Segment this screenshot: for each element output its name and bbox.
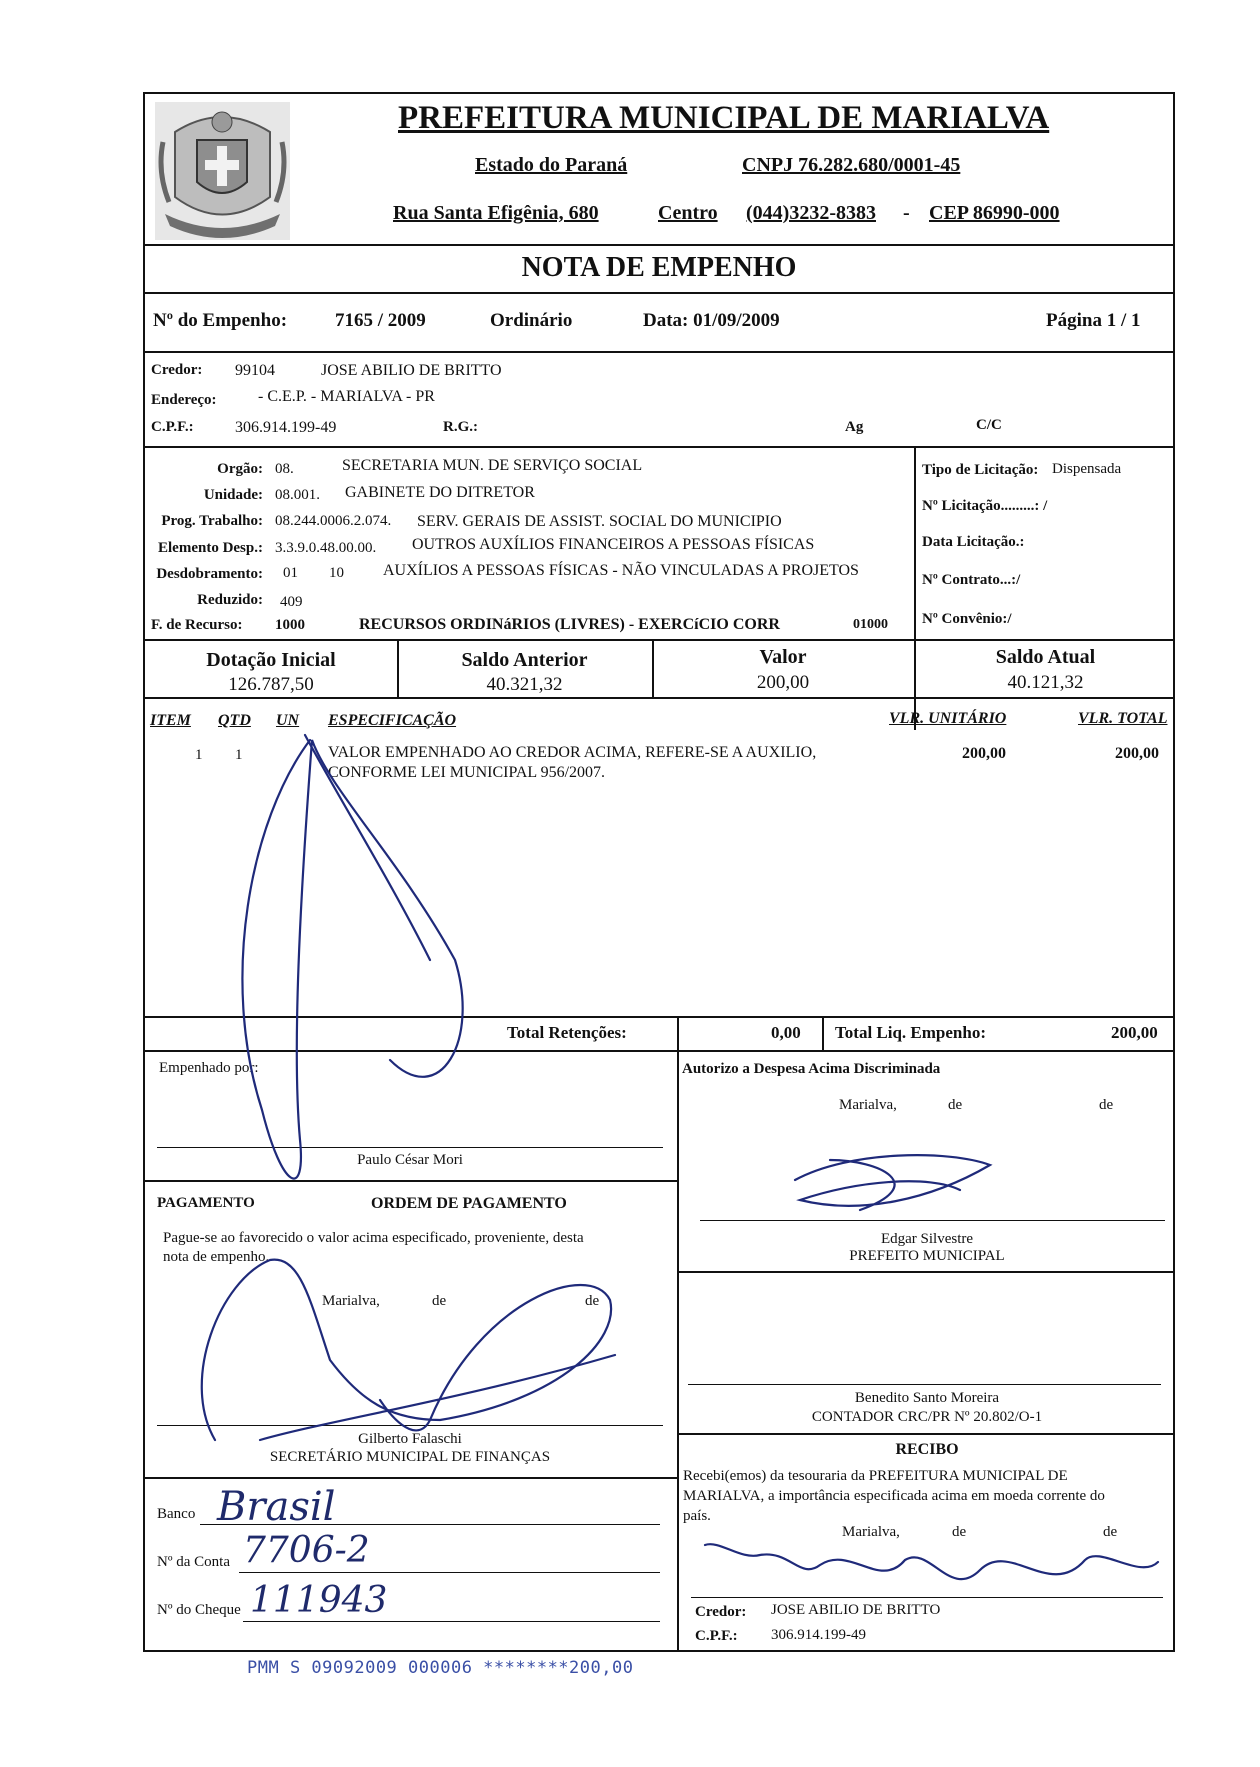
pagamento-title: PAGAMENTO	[157, 1195, 255, 1211]
autorizo-city: Marialva,	[839, 1097, 897, 1113]
recibo-text-1: Recebi(emos) da tesouraria da PREFEITURA MUNICIPAL DE	[683, 1468, 1068, 1484]
elemento-label: Elemento Desp.:	[158, 540, 263, 556]
banco-label: Banco	[157, 1506, 196, 1522]
contador-name: Benedito Santo Moreira	[854, 1390, 1000, 1406]
unidade-description: GABINETE DO DITRETOR	[345, 484, 535, 501]
autorizo-de-2: de	[1099, 1097, 1114, 1113]
header-address: Rua Santa Efigênia, 680	[393, 202, 599, 224]
saldo-atual-value: 40.121,32	[1007, 672, 1084, 693]
total-liquido-value: 200,00	[1111, 1023, 1158, 1042]
item-quantity: 1	[235, 747, 243, 763]
header-cnpj: CNPJ 76.282.680/0001-45	[742, 154, 961, 176]
prog-trabalho-description: SERV. GERAIS DE ASSIST. SOCIAL DO MUNICIPIO	[417, 513, 782, 530]
numero-convenio: Nº Convênio:/	[922, 611, 1012, 627]
ordem-city: Marialva,	[322, 1293, 380, 1309]
reduzido-value: 409	[280, 594, 303, 610]
secretario-title: SECRETÁRIO MUNICIPAL DE FINANÇAS	[269, 1449, 551, 1465]
data-licitacao: Data Licitação.:	[922, 534, 1025, 550]
credor-code: 99104	[235, 362, 275, 379]
orgao-code: 08.	[275, 461, 294, 477]
endereco-value: - C.E.P. - MARIALVA - PR	[258, 388, 435, 405]
dotacao-inicial-label: Dotação Inicial	[206, 649, 336, 671]
empenho-type: Ordinário	[490, 310, 573, 331]
desdobramento-code-2: 10	[329, 565, 344, 581]
banco-handwritten: Brasil	[217, 1484, 336, 1530]
nota-de-empenho-form	[143, 92, 1175, 1652]
item-number: 1	[195, 747, 203, 763]
agency-label: Ag	[845, 419, 864, 435]
empenho-date: Data: 01/09/2009	[643, 310, 780, 331]
credor-label: Credor:	[151, 362, 203, 378]
fonte-recurso-description: RECURSOS ORDINáRIOS (LIVRES) - EXERCíCIO CORR	[359, 616, 780, 633]
secretario-name: Gilberto Falaschi	[358, 1431, 462, 1447]
item-description-line-1: VALOR EMPENHADO AO CREDOR ACIMA, REFERE-SE A AUXILIO,	[328, 744, 817, 761]
col-header-item: ITEM	[150, 712, 191, 729]
numero-contrato: Nº Contrato...:/	[922, 572, 1021, 588]
empenhado-por-label: Empenhado por:	[159, 1060, 259, 1076]
valor-value: 200,00	[756, 672, 810, 693]
rg-label: R.G.:	[443, 419, 478, 435]
tipo-licitacao-label: Tipo de Licitação:	[922, 462, 1039, 478]
saldo-atual-label: Saldo Atual	[995, 646, 1096, 668]
prog-trabalho-label: Prog. Trabalho:	[161, 513, 263, 529]
cash-register-stamp: PMM S 09092009 000006 ********200,00	[247, 1658, 634, 1678]
tipo-licitacao-value: Dispensada	[1052, 461, 1122, 477]
credor-name: JOSE ABILIO DE BRITTO	[321, 362, 502, 379]
autorizo-text: Autorizo a Despesa Acima Discriminada	[682, 1061, 941, 1077]
orgao-label: Orgão:	[217, 461, 263, 477]
header-separator: -	[903, 202, 910, 224]
conta-handwritten: 7706-2	[243, 1530, 370, 1571]
elemento-description: OUTROS AUXÍLIOS FINANCEIROS A PESSOAS FÍSICAS	[412, 536, 815, 553]
recibo-text-2: MARIALVA, a importância especificada acima em moeda corrente do	[683, 1488, 1105, 1504]
pague-se-text-1: Pague-se ao favorecido o valor acima especificado, proveniente, desta	[163, 1230, 584, 1246]
recibo-de-1: de	[952, 1524, 967, 1540]
dotacao-inicial-value: 126.787,50	[228, 674, 314, 695]
header-state: Estado do Paraná	[475, 154, 628, 176]
recibo-title: RECIBO	[895, 1441, 959, 1458]
empenho-number: 7165 / 2009	[335, 310, 426, 331]
numero-licitacao: Nº Licitação.........: /	[922, 498, 1048, 514]
total-retencoes-label: Total Retenções:	[507, 1023, 627, 1042]
valor-label: Valor	[759, 646, 807, 668]
fonte-recurso-code-2: 01000	[853, 617, 888, 632]
cheque-label: Nº do Cheque	[157, 1602, 241, 1618]
recibo-text-3: país.	[683, 1508, 711, 1524]
ordem-de-1: de	[432, 1293, 447, 1309]
desdobramento-description: AUXÍLIOS A PESSOAS FÍSICAS - NÃO VINCULADAS A PROJETOS	[383, 562, 859, 579]
prefeito-title: PREFEITO MUNICIPAL	[849, 1248, 1005, 1264]
recibo-cpf-value: 306.914.199-49	[771, 1627, 866, 1643]
recibo-de-2: de	[1103, 1524, 1118, 1540]
ordem-de-2: de	[585, 1293, 600, 1309]
header-phone: (044)3232-8383	[746, 202, 876, 224]
col-header-valor-total: VLR. TOTAL	[1078, 710, 1168, 727]
recibo-credor-label: Credor:	[695, 1604, 747, 1620]
col-header-valor-unitario: VLR. UNITÁRIO	[889, 710, 1007, 727]
desdobramento-code-1: 01	[283, 565, 298, 581]
endereco-label: Endereço:	[151, 392, 217, 408]
header-cep: CEP 86990-000	[929, 202, 1060, 224]
unidade-code: 08.001.	[275, 487, 320, 503]
cheque-handwritten: 111943	[250, 1580, 388, 1621]
total-liquido-label: Total Liq. Empenho:	[835, 1023, 986, 1042]
col-header-qtd: QTD	[218, 712, 251, 729]
fonte-recurso-code: 1000	[275, 617, 305, 633]
recibo-city: Marialva,	[842, 1524, 900, 1540]
fonte-recurso-label: F. de Recurso:	[151, 617, 243, 633]
empenho-number-label: Nº do Empenho:	[153, 310, 288, 331]
header-title: PREFEITURA MUNICIPAL DE MARIALVA	[398, 100, 1050, 136]
desdobramento-label: Desdobramento:	[156, 566, 263, 582]
cpf-value: 306.914.199-49	[235, 419, 337, 436]
orgao-description: SECRETARIA MUN. DE SERVIÇO SOCIAL	[342, 457, 643, 474]
unidade-label: Unidade:	[203, 487, 263, 503]
recibo-cpf-label: C.P.F.:	[695, 1628, 738, 1644]
prefeito-name: Edgar Silvestre	[880, 1231, 974, 1247]
recibo-credor-name: JOSE ABILIO DE BRITTO	[771, 1602, 941, 1618]
col-header-un: UN	[276, 712, 300, 729]
contador-title: CONTADOR CRC/PR Nº 20.802/O-1	[811, 1409, 1043, 1425]
header-center: Centro	[658, 202, 718, 224]
elemento-code: 3.3.9.0.48.00.00.	[275, 540, 377, 556]
col-header-especificacao: ESPECIFICAÇÃO	[328, 712, 457, 729]
total-retencoes-value: 0,00	[771, 1023, 801, 1042]
prog-trabalho-code: 08.244.0006.2.074.	[275, 513, 392, 529]
conta-label: Nº da Conta	[157, 1554, 230, 1570]
pague-se-text-2: nota de empenho.	[163, 1249, 270, 1265]
saldo-anterior-value: 40.321,32	[486, 674, 563, 695]
saldo-anterior-label: Saldo Anterior	[461, 649, 588, 671]
municipal-coat-of-arms	[155, 102, 290, 240]
page-number: Página 1 / 1	[1046, 310, 1141, 331]
item-total-value: 200,00	[1115, 745, 1159, 762]
ordem-pagamento-title: ORDEM DE PAGAMENTO	[371, 1195, 567, 1212]
item-description-line-2: CONFORME LEI MUNICIPAL 956/2007.	[328, 764, 606, 781]
document-title: NOTA DE EMPENHO	[521, 252, 797, 283]
reduzido-label: Reduzido:	[197, 592, 263, 608]
autorizo-de-1: de	[948, 1097, 963, 1113]
cpf-label: C.P.F.:	[151, 419, 194, 435]
empenhado-por-name: Paulo César Mori	[357, 1152, 463, 1168]
item-unit-value: 200,00	[962, 745, 1006, 762]
account-label: C/C	[976, 417, 1002, 433]
